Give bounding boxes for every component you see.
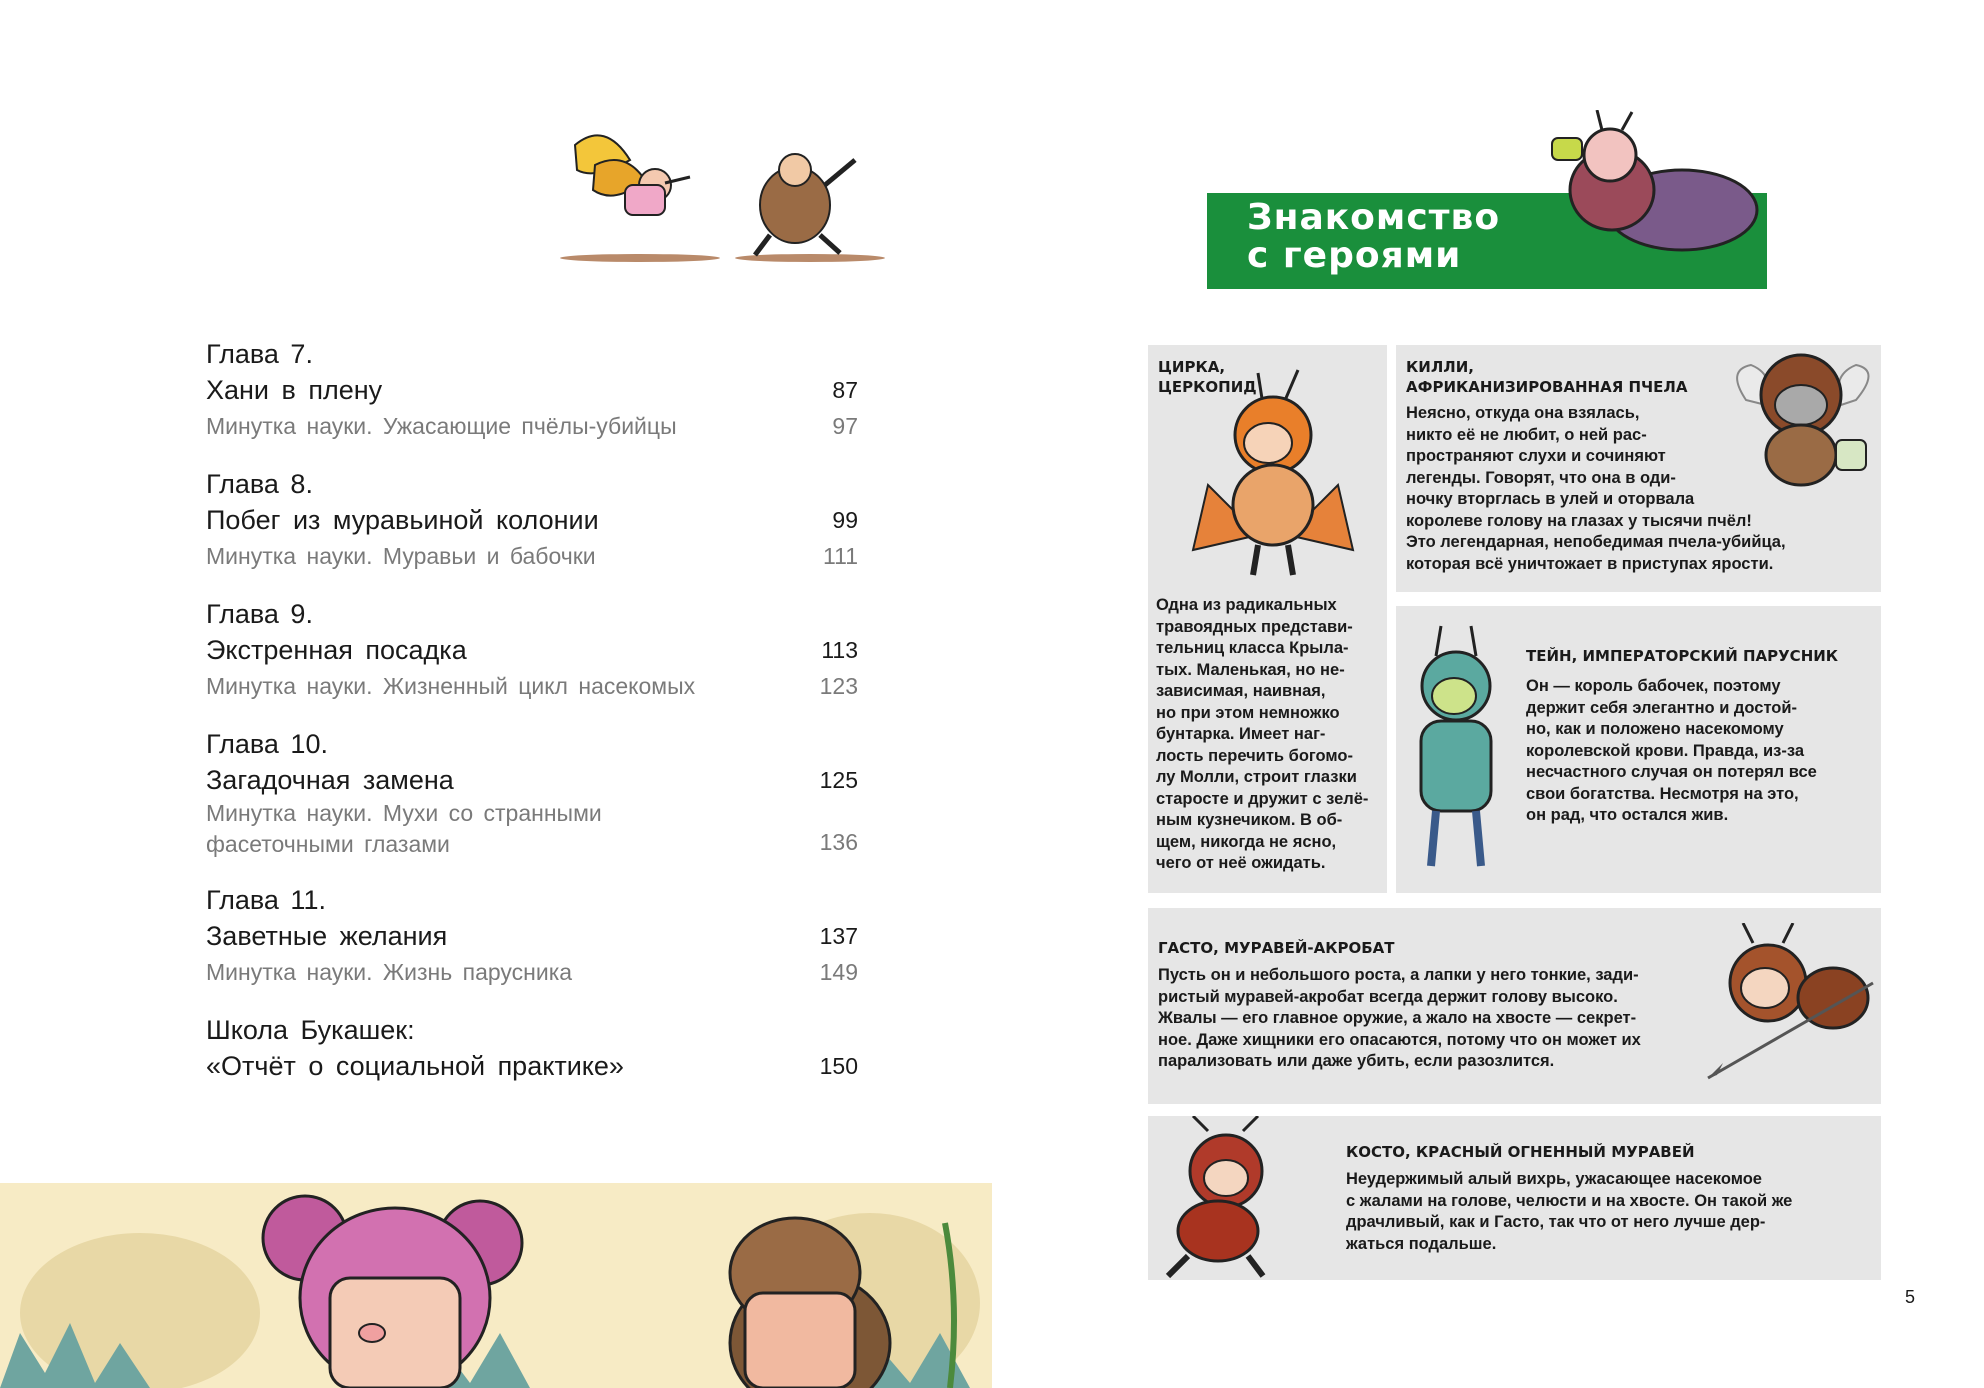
toc-chapter: [206, 882, 858, 990]
description-line: щем, никогда не ясно,: [1156, 832, 1337, 851]
description-line: Жвалы — его главное оружие, а жало на хвосте — секрет-: [1158, 1009, 1637, 1027]
science-title: [206, 798, 602, 860]
science-title: Минутка науки. Жизнь парусника: [206, 959, 573, 985]
description-line: зависимая, наивная,: [1156, 682, 1326, 700]
description-line: Неудержимый алый вихрь, ужасающее насекомое: [1346, 1170, 1762, 1188]
science-title: Минутка науки. Ужасающие пчёлы-убийцы: [206, 413, 677, 439]
kosto-ant-icon: [1148, 1116, 1298, 1280]
chase-illustration: [555, 125, 890, 265]
chapter-title: Экстренная посадка: [206, 635, 467, 665]
description-line: тельниц класса Крыла-: [1156, 639, 1349, 657]
chapter-row: [206, 632, 858, 668]
science-row: [206, 668, 858, 704]
science-title-line: Минутка науки. Мухи со странными: [206, 800, 602, 826]
character-name-line: КИЛЛИ,: [1406, 358, 1474, 376]
description-line: ристый муравей-акробат всегда держит голову высоко.: [1158, 987, 1618, 1006]
description-line: с жалами на голове, челюсти и на хвосте. Он такой же: [1346, 1191, 1793, 1210]
character-card-tsirka: [1148, 345, 1387, 893]
science-page-number: 111: [823, 543, 858, 569]
chapter-page-number: 113: [821, 637, 858, 663]
tsirka-character-icon: [1188, 365, 1358, 595]
character-card-gasto: [1148, 908, 1881, 1104]
description-line: которая всё уничтожает в приступах ярости.: [1406, 554, 1774, 573]
chapter-title: Хани в плену: [206, 375, 383, 405]
description-line: но при этом немножко: [1156, 703, 1340, 722]
school-title: Школа Букашек:: [206, 1015, 415, 1045]
description-line: драчливый, как и Гасто, так что от него лучше дер-: [1346, 1213, 1766, 1231]
science-row: [206, 798, 858, 860]
chapter-row: [206, 502, 858, 538]
right-page: [992, 0, 1984, 1388]
character-name: [1406, 357, 1687, 397]
description-line: Он — король бабочек, поэтому: [1526, 677, 1781, 695]
toc-school-entry: [206, 1012, 858, 1084]
description-line: Неясно, откуда она взялась,: [1406, 404, 1640, 422]
character-name: КОСТО, КРАСНЫЙ ОГНЕННЫЙ МУРАВЕЙ: [1346, 1143, 1695, 1161]
banner-title-line: Знакомство: [1247, 197, 1501, 238]
description-line: чего от неё ожидать.: [1156, 854, 1326, 872]
character-description: [1158, 965, 1728, 1073]
school-page-number: 150: [819, 1053, 858, 1079]
tein-character-icon: [1396, 616, 1516, 886]
chapter-page-number: 125: [819, 767, 858, 793]
science-row: [206, 408, 858, 444]
toc-chapter: [206, 466, 858, 574]
ground-shadow: [560, 254, 720, 262]
character-description: [1526, 676, 1876, 827]
description-line: Пусть он и небольшого роста, а лапки у него тонкие, зади-: [1158, 966, 1639, 984]
description-line: лу Молли, строит глазки: [1156, 768, 1357, 786]
description-line: парализовать или даже убить, если разозлится.: [1158, 1052, 1555, 1070]
character-description: [1156, 595, 1381, 875]
character-card-killi: [1396, 345, 1881, 592]
description-line: королеве голову на глазах у тысячи пчёл!: [1406, 511, 1752, 530]
description-line: лость перечить богомо-: [1156, 746, 1353, 765]
chapter-label: Глава 10.: [206, 729, 328, 759]
science-title: Минутка науки. Жизненный цикл насекомых: [206, 673, 696, 699]
chapter-title: Побег из муравьиной колонии: [206, 505, 599, 535]
table-of-contents: [206, 336, 858, 1106]
description-line: травоядных представи-: [1156, 617, 1353, 636]
chapter-page-number: 137: [819, 923, 858, 949]
centipede-character-icon: [1532, 110, 1762, 270]
character-name-line: ЦИРКА,: [1158, 358, 1226, 376]
science-row: [206, 538, 858, 574]
science-row: [206, 954, 858, 990]
science-page-number: 136: [819, 829, 858, 855]
character-name: ГАСТО, МУРАВЕЙ-АКРОБАТ: [1158, 939, 1395, 957]
toc-chapter: [206, 726, 858, 860]
chapter-page-number: 99: [832, 507, 858, 533]
description-line: Одна из радикальных: [1156, 596, 1337, 614]
description-line: ночку вторглась в улей и оторвала: [1406, 490, 1695, 508]
page-number: 5: [1905, 1287, 1916, 1307]
science-title-line: фасеточными глазами: [206, 831, 450, 857]
character-card-kosto: [1148, 1116, 1881, 1280]
description-line: легенды. Говорят, что она в оди-: [1406, 468, 1676, 487]
description-line: ным кузнечиком. В об-: [1156, 811, 1343, 829]
science-page-number: 123: [819, 673, 858, 699]
school-row: [206, 1048, 858, 1084]
jungle-scene-icon: [0, 1183, 992, 1388]
chapter-label: Глава 11.: [206, 885, 326, 915]
character-description: [1346, 1169, 1876, 1255]
description-line: бунтарка. Имеет наг-: [1156, 725, 1326, 743]
character-name: ТЕЙН, ИМПЕРАТОРСКИЙ ПАРУСНИК: [1526, 647, 1839, 665]
chapter-label: Глава 7.: [206, 339, 313, 369]
school-subtitle: «Отчёт о социальной практике»: [206, 1051, 624, 1081]
description-line: тых. Маленькая, но не-: [1156, 660, 1345, 679]
description-line: пространяют слухи и сочиняют: [1406, 447, 1666, 465]
description-line: старосте и дружит с зелё-: [1156, 789, 1369, 808]
chapter-title: Заветные желания: [206, 921, 448, 951]
character-name-line: ЦЕРКОПИД: [1158, 378, 1257, 396]
description-line: королевской крови. Правда, из-за: [1526, 741, 1805, 760]
chapter-row: [206, 918, 858, 954]
banner-title-line: с героями: [1247, 235, 1462, 276]
toc-chapter: [206, 336, 858, 444]
description-line: он рад, что остался жив.: [1526, 806, 1729, 824]
character-name-line: АФРИКАНИЗИРОВАННАЯ ПЧЕЛА: [1406, 378, 1688, 396]
chapter-title: Загадочная замена: [206, 765, 454, 795]
pink-character-icon: [263, 1196, 522, 1388]
chapter-row: [206, 372, 858, 408]
chapter-row: [206, 762, 858, 798]
description-line: никто её не любит, о ней рас-: [1406, 425, 1647, 444]
character-description: [1406, 403, 1876, 575]
chapter-page-number: 87: [832, 377, 858, 403]
science-page-number: 97: [832, 413, 858, 439]
description-line: ное. Даже хищники его опасаются, потому что он может их: [1158, 1030, 1641, 1049]
description-line: но, как и положено насекомому: [1526, 720, 1784, 738]
description-line: жаться подальше.: [1346, 1234, 1497, 1253]
description-line: держит себя элегантно и достой-: [1526, 698, 1798, 717]
science-title: Минутка науки. Муравьи и бабочки: [206, 543, 596, 569]
character-card-tein: [1396, 606, 1881, 893]
toc-chapter: [206, 596, 858, 704]
description-line: свои богатства. Несмотря на это,: [1526, 784, 1799, 803]
running-bug-icon: [755, 154, 855, 255]
gasto-ant-icon: [1703, 923, 1881, 1103]
description-line: Это легендарная, непобедимая пчела-убийца,: [1406, 533, 1786, 551]
chapter-label: Глава 8.: [206, 469, 313, 499]
chapter-label: Глава 9.: [206, 599, 313, 629]
science-page-number: 149: [819, 959, 858, 985]
bottom-illustration: [0, 1183, 992, 1388]
butterfly-girl-icon: [575, 135, 690, 215]
banner-title: [1247, 199, 1500, 275]
description-line: несчастного случая он потерял все: [1526, 763, 1817, 781]
